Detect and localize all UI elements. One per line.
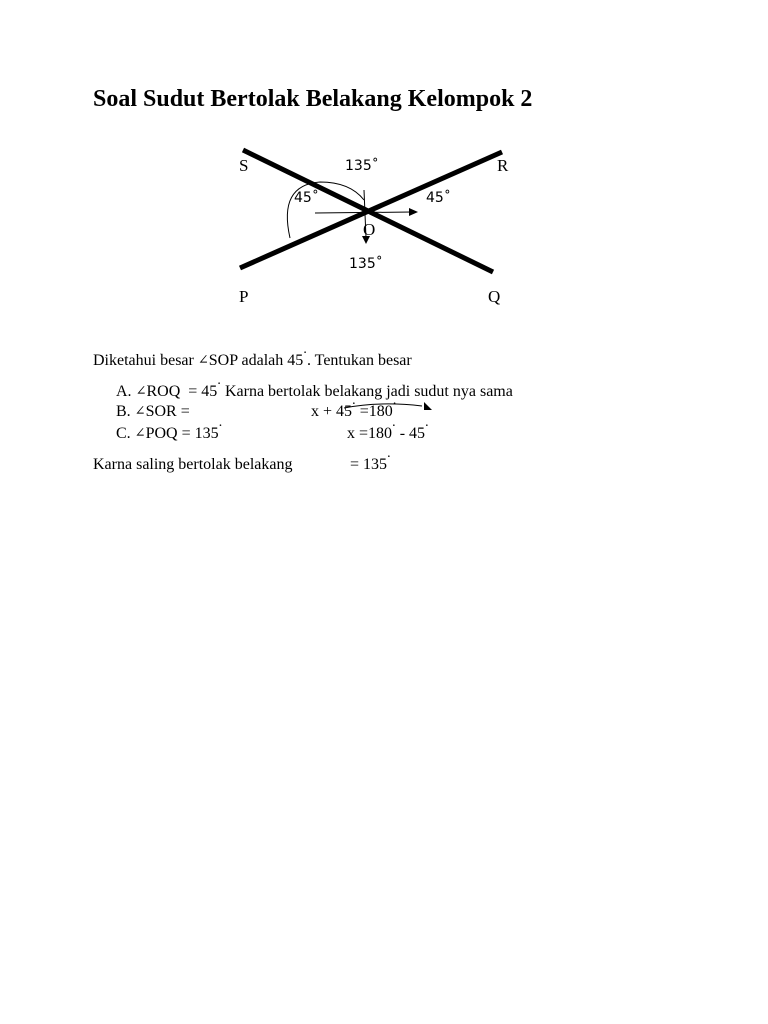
degree-symbol: ˙ [217,381,221,393]
item-a-text [116,383,513,401]
angle-symbol: ∠ [197,352,209,367]
vertical-angles-diagram [0,140,768,320]
item-angle: ROQ [146,383,181,400]
item-marker: B. [116,403,131,420]
item-angle: SOR [145,403,177,420]
work-a: x =180 [347,425,393,442]
degree-symbol: ˙ [392,401,397,413]
point-label-r: R [497,156,509,175]
question-angle: SOP [208,352,238,369]
item-b-text [116,403,190,421]
angle-label-left: 45˚ [294,190,319,206]
item-c-text [116,425,222,443]
angle-symbol: ∠ [134,403,146,418]
arrow-horizontal [315,212,412,213]
item-marker: C. [116,425,131,442]
item-b-work [311,403,396,421]
arrow-head-right [409,208,418,216]
degree-symbol: ˙ [352,401,356,413]
item-value: = 45 [180,383,218,400]
item-note: Karna bertolak belakang jadi sudut nya sama [220,383,513,400]
item-c-work [347,425,429,443]
point-label-p: P [239,287,249,306]
angle-label-top: 135˚ [345,158,379,174]
angle-symbol: ∠ [135,383,147,398]
angle-label-right: 45˚ [426,190,451,206]
point-label-o: O [363,220,376,239]
degree-symbol: ˙ [218,423,223,435]
item-value: = [176,403,190,420]
conclusion-text: Karna saling bertolak belakang [93,456,293,473]
question-prefix: Diketahui besar [93,352,198,369]
degree-symbol: ˙ [392,423,396,435]
conclusion-value-text: = 135 [350,456,388,473]
degree-symbol: ˙ [303,350,307,362]
degree-symbol: ˙ [387,454,391,466]
work-b: =180 [355,403,393,420]
point-label-s: S [239,156,249,175]
page-title: Soal Sudut Bertolak Belakang Kelompok 2 [93,86,533,112]
conclusion-value [350,456,391,474]
point-label-q: Q [488,287,501,306]
work-a: x + 45 [311,403,353,420]
work-b: - 45 [395,425,426,442]
angle-symbol: ∠ [134,425,146,440]
item-value: = 135 [177,425,219,442]
angle-label-bottom: 135˚ [349,256,383,272]
question-line [93,352,412,370]
item-angle: POQ [145,425,178,442]
question-mid: adalah 45 [237,352,304,369]
question-suffix: . Tentukan besar [306,352,412,369]
degree-symbol: ˙ [425,423,429,435]
item-marker: A. [116,383,132,400]
